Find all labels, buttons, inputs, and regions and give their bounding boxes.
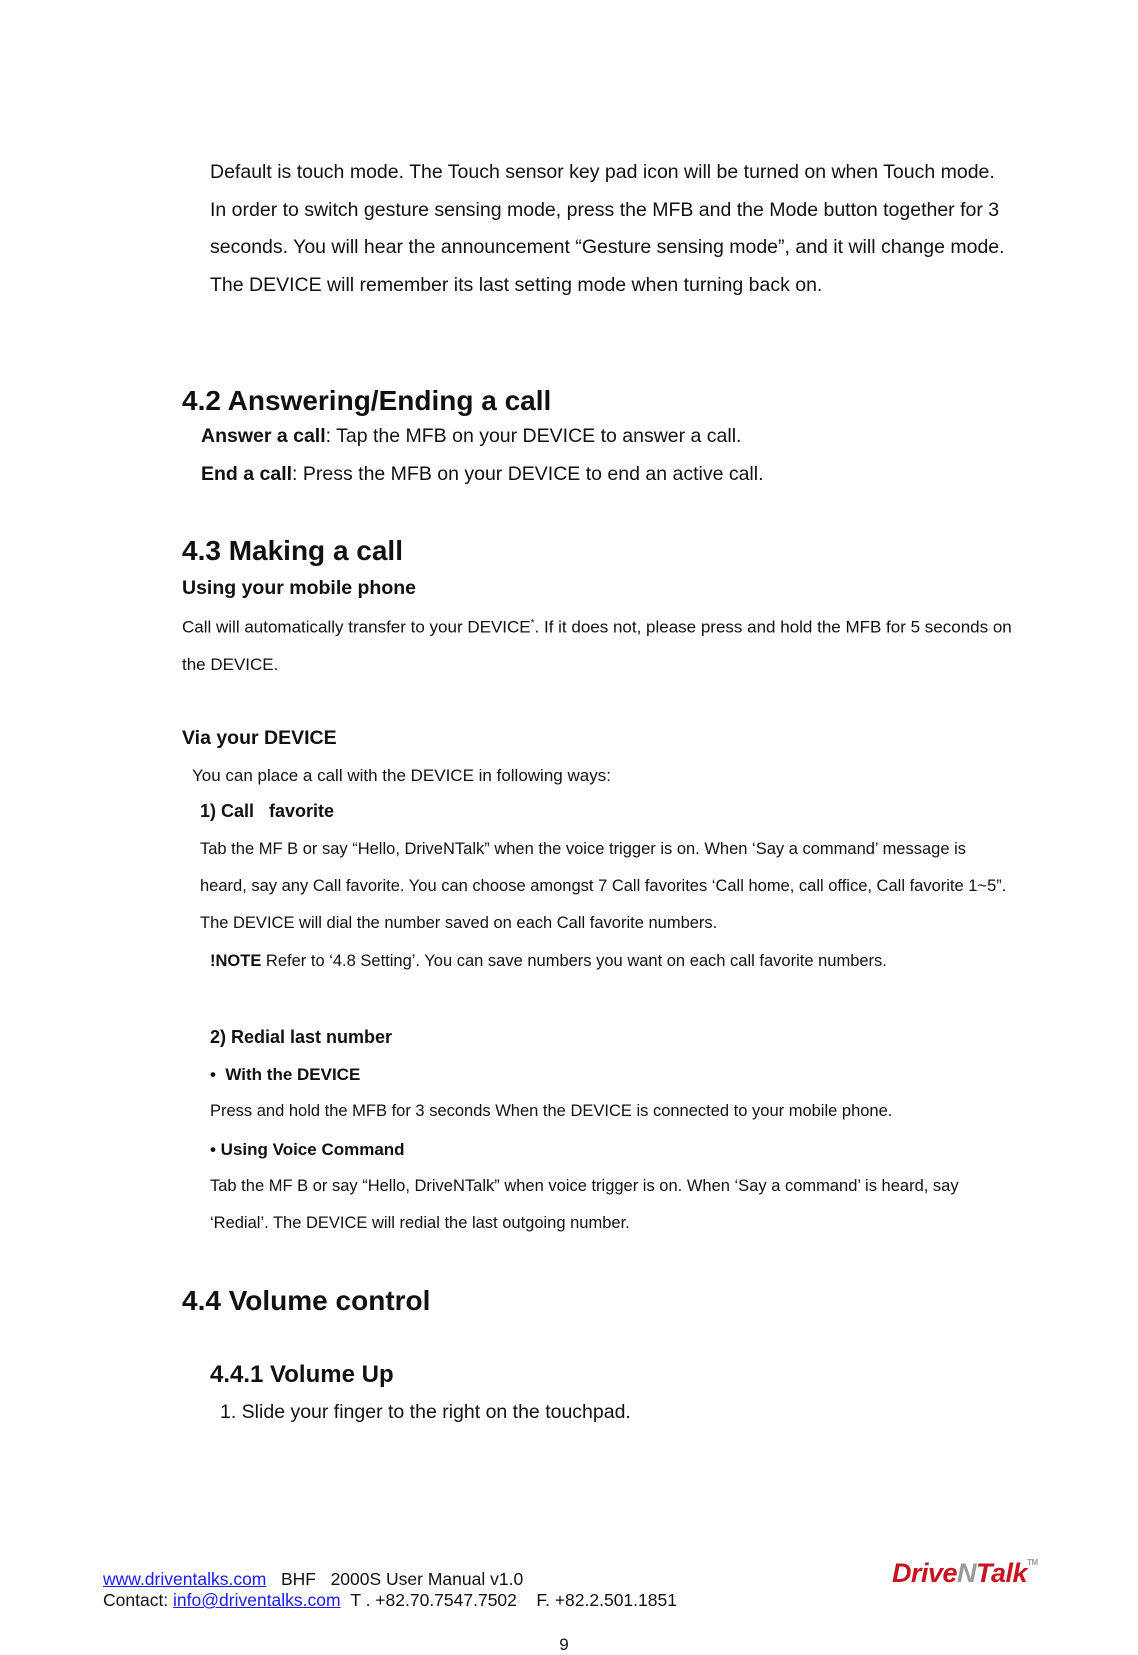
call-favorite-heading: 1) Call favorite (200, 801, 335, 821)
end-call-label: End a call (201, 463, 293, 485)
answer-call-line (201, 418, 741, 456)
mobile-phone-text-2: . If it does not, please press and hold the MFB for 5 seconds on the DEVICE. (182, 617, 1012, 674)
with-device-text: Press and hold the MFB for 3 seconds When the DEVICE is connected to your mobile phone. (210, 1102, 893, 1120)
mobile-phone-text-1: Call will automatically transfer to your DEVICE (182, 617, 531, 637)
subsection-heading-4-4-1: 4.4.1 Volume Up (210, 1361, 394, 1388)
logo-drive: Drive (892, 1558, 958, 1588)
section-heading-4-2: 4.2 Answering/Ending a call (182, 385, 552, 416)
brand-logo (892, 1558, 1038, 1589)
via-device-heading: Via your DEVICE (182, 727, 337, 749)
page-number: 9 (559, 1635, 569, 1654)
phone-numbers: T . +82.70.7547.7502 F. +82.2.501.1851 (350, 1590, 677, 1610)
footer-line-2 (103, 1590, 677, 1611)
answer-call-label: Answer a call (201, 425, 326, 447)
answer-call-text: : Tap the MFB on your DEVICE to answer a call. (325, 425, 742, 447)
voice-command-text: Tab the MF B or say “Hello, DriveNTalk” when voice trigger is on. When ‘Say a command’ is heard, say ‘Redial’. The DEVICE will redial the last outgoing number. (210, 1177, 959, 1232)
footer-line-1 (103, 1569, 523, 1590)
volume-up-step-1: 1. Slide your finger to the right on the touchpad. (220, 1401, 631, 1423)
section-heading-4-4: 4.4 Volume control (182, 1285, 431, 1316)
logo-trademark: TM (1027, 1558, 1038, 1567)
logo-talk: Talk (976, 1558, 1028, 1588)
logo-n: N (957, 1558, 977, 1588)
call-favorite-text: Tab the MF B or say “Hello, DriveNTalk” when the voice trigger is on. When ‘Say a command’ message is heard, say any Call favorite. You can choose amongst 7 Call favorites ‘Call home, call office, Call favorite 1~5”. The DEVICE will dial the number saved on each Call favorite numbers. (200, 840, 1007, 932)
email-link[interactable]: info@driventalks.com (173, 1590, 341, 1610)
note-text: Refer to ‘4.8 Setting’. You can save numbers you want on each call favorite numbers. (261, 952, 887, 970)
manual-title: BHF 2000S User Manual v1.0 (280, 1569, 524, 1589)
via-device-intro: You can place a call with the DEVICE in following ways: (192, 766, 611, 785)
footnote-asterisk: * (530, 618, 535, 629)
with-device-label: • With the DEVICE (210, 1065, 361, 1084)
mobile-phone-heading: Using your mobile phone (182, 577, 417, 599)
section-heading-4-3: 4.3 Making a call (182, 535, 403, 566)
end-call-line (201, 456, 764, 494)
contact-label: Contact: (103, 1590, 174, 1610)
redial-heading: 2) Redial last number (210, 1027, 393, 1047)
intro-paragraph: Default is touch mode. The Touch sensor key pad icon will be turned on when Touch mode. In order to switch gesture sensing mode, press the MFB and the Mode button together for 3 seconds. You will hear the announcement “Gesture sensing mode”, and it will change mode. The DEVICE will remember its last setting mode when turning back on. (210, 161, 1005, 296)
voice-command-label: • Using Voice Command (210, 1140, 405, 1159)
mobile-phone-text (182, 605, 1018, 683)
website-link[interactable]: www.driventalks.com (103, 1569, 267, 1589)
end-call-text: : Press the MFB on your DEVICE to end an active call. (292, 463, 764, 485)
note-line (210, 943, 887, 980)
note-label: !NOTE (210, 952, 262, 970)
